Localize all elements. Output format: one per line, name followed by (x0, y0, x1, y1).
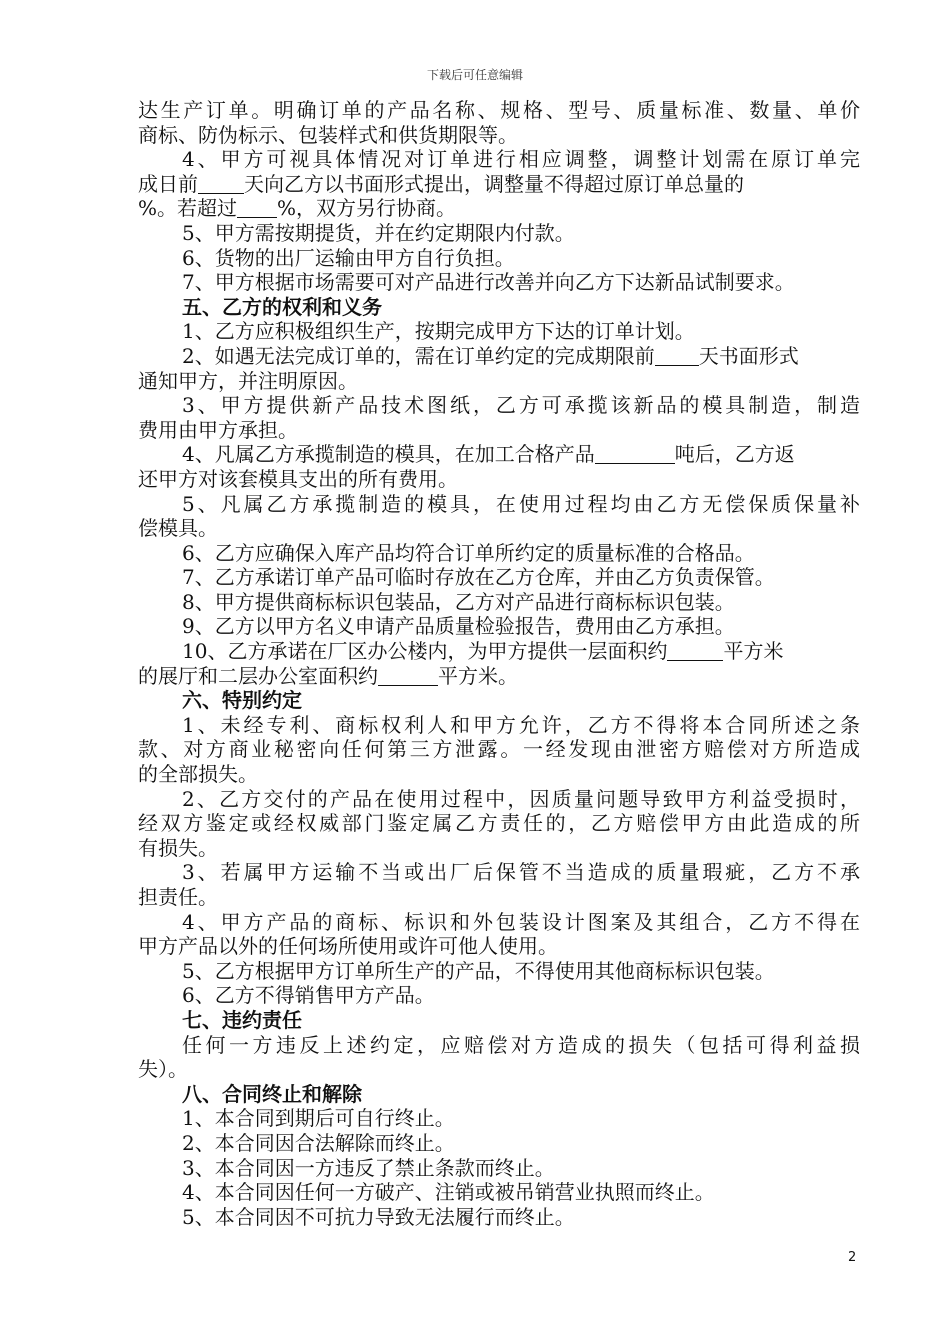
section-heading (138, 1008, 860, 1033)
text-segment: 2、如遇无法完成订单的，需在订单约定的完成期限前 (182, 343, 655, 368)
text-segment: 7、乙方承诺订单产品可临时存放在乙方仓库，并由乙方负责保管。 (182, 565, 775, 590)
paragraph-line (138, 934, 860, 959)
text-segment: 5、甲方需按期提货，并在约定期限内付款。 (182, 220, 575, 245)
text-segment: 5、乙方根据甲方订单所生产的产品，不得使用其他商标标识包装。 (182, 958, 775, 983)
fill-in-blank[interactable] (667, 642, 723, 661)
text-segment: 4、本合同因任何一方破产、注销或被吊销营业执照而终止。 (182, 1180, 715, 1205)
paragraph-line (138, 221, 860, 246)
text-segment: 费用由甲方承担。 (138, 417, 298, 442)
text-segment: 3、若属甲方运输不当或出厂后保管不当造成的质量瑕疵，乙方不承 (182, 860, 860, 885)
paragraph-line (138, 418, 860, 443)
text-segment: 吨后，乙方返 (674, 442, 795, 467)
fill-in-blank[interactable] (198, 175, 244, 194)
paragraph-line (138, 664, 860, 689)
paragraph-line (138, 590, 860, 615)
text-segment: 经双方鉴定或经权威部门鉴定属乙方责任的，乙方赔偿甲方由此造成的所 (138, 811, 860, 836)
paragraph-line (138, 1057, 860, 1082)
text-segment: 1、本合同到期后可自行终止。 (182, 1106, 455, 1131)
text-segment: 1、乙方应积极组织生产，按期完成甲方下达的订单计划。 (182, 319, 695, 344)
paragraph-line (138, 172, 860, 197)
paragraph-line (138, 516, 860, 541)
paragraph-line (138, 565, 860, 590)
paragraph-line (138, 541, 860, 566)
text-segment: 款、对方商业秘密向任何第三方泄露。一经发现由泄密方赔偿对方所造成 (138, 737, 860, 762)
paragraph-line (138, 983, 860, 1008)
paragraph-line (138, 1180, 860, 1205)
text-segment: 3、甲方提供新产品技术图纸，乙方可承揽该新品的模具制造，制造 (182, 393, 860, 418)
paragraph-line (138, 885, 860, 910)
text-segment: 的展厅和二层办公室面积约 (138, 663, 378, 688)
paragraph-line (138, 123, 860, 148)
text-segment: %，双方另行协商。 (277, 196, 457, 221)
paragraph-line (138, 246, 860, 271)
text-segment: 五、乙方的权利和义务 (182, 294, 382, 319)
text-segment: 2、本合同因合法解除而终止。 (182, 1130, 455, 1155)
text-segment: 6、货物的出厂运输由甲方自行负担。 (182, 245, 515, 270)
text-segment: 任何一方违反上述约定，应赔偿对方造成的损失（包括可得利益损 (182, 1032, 860, 1057)
paragraph-line (138, 762, 860, 787)
section-heading (138, 1082, 860, 1107)
paragraph-line (138, 811, 860, 836)
paragraph-line (138, 614, 860, 639)
text-segment: 通知甲方，并注明原因。 (138, 368, 358, 393)
text-segment: 5、本合同因不可抗力导致无法履行而终止。 (182, 1204, 575, 1229)
text-segment: 6、乙方不得销售甲方产品。 (182, 983, 435, 1008)
text-segment: 4、凡属乙方承揽制造的模具，在加工合格产品 (182, 442, 595, 467)
text-segment: 9、乙方以甲方名义申请产品质量检验报告，费用由乙方承担。 (182, 614, 735, 639)
paragraph-line (138, 319, 860, 344)
paragraph-line (138, 1156, 860, 1181)
paragraph-line (138, 959, 860, 984)
document-body (138, 98, 860, 1229)
text-segment: 失）。 (138, 1057, 188, 1082)
paragraph-line (138, 467, 860, 492)
text-segment: 天向乙方以书面形式提出，调整量不得超过原订单总量的 (244, 171, 744, 196)
text-segment: 4、甲方产品的商标、标识和外包装设计图案及其组合，乙方不得在 (182, 909, 860, 934)
text-segment: 的全部损失。 (138, 762, 258, 787)
text-segment: 担责任。 (138, 885, 218, 909)
section-heading (138, 295, 860, 320)
page-number: 2 (848, 1250, 857, 1265)
paragraph-line (138, 836, 860, 861)
text-segment: 有损失。 (138, 835, 218, 860)
paragraph-line (138, 1205, 860, 1230)
text-segment: 7、甲方根据市场需要可对产品进行改善并向乙方下达新品试制要求。 (182, 270, 795, 295)
paragraph-line (138, 1106, 860, 1131)
text-segment: 八、合同终止和解除 (182, 1081, 362, 1106)
text-segment: 达生产订单。明确订单的产品名称、规格、型号、质量标准、数量、单价 (138, 98, 860, 122)
text-segment: 8、甲方提供商标标识包装品，乙方对产品进行商标标识包装。 (182, 589, 735, 614)
text-segment: 甲方产品以外的任何场所使用或许可他人使用。 (138, 934, 558, 959)
page-header: 下载后可任意编辑 (426, 68, 523, 82)
text-segment: 2、乙方交付的产品在使用过程中，因质量问题导致甲方利益受损时， (182, 786, 860, 811)
paragraph-line (138, 492, 860, 517)
text-segment: 成日前 (138, 171, 198, 196)
text-segment: %。若超过 (138, 196, 238, 221)
text-segment: 4、甲方可视具体情况对订单进行相应调整，调整计划需在原订单完 (182, 147, 860, 172)
fill-in-blank[interactable] (237, 199, 277, 218)
paragraph-line (138, 98, 860, 123)
paragraph-line (138, 860, 860, 885)
text-segment: 天书面形式 (698, 343, 799, 368)
text-segment: 平方米 (723, 639, 784, 664)
fill-in-blank[interactable] (378, 667, 438, 686)
fill-in-blank[interactable] (595, 445, 675, 464)
text-segment: 还甲方对该套模具支出的所有费用。 (138, 466, 458, 491)
text-segment: 6、乙方应确保入库产品均符合订单所约定的质量标准的合格品。 (182, 540, 755, 565)
text-segment: 七、违约责任 (182, 1007, 302, 1032)
paragraph-line (138, 344, 860, 369)
paragraph-line (138, 737, 860, 762)
text-segment: 10、乙方承诺在厂区办公楼内，为甲方提供一层面积约 (182, 639, 668, 664)
text-segment: 偿模具。 (138, 516, 218, 541)
fill-in-blank[interactable] (655, 347, 699, 366)
paragraph-line (138, 713, 860, 738)
text-segment: 六、特别约定 (182, 688, 302, 713)
paragraph-line (138, 196, 860, 221)
paragraph-line (138, 639, 860, 664)
text-segment: 3、本合同因一方违反了禁止条款而终止。 (182, 1155, 555, 1180)
paragraph-line (138, 1131, 860, 1156)
text-segment: 1、未经专利、商标权利人和甲方允许，乙方不得将本合同所述之条 (182, 712, 860, 737)
paragraph-line (138, 910, 860, 935)
section-heading (138, 688, 860, 713)
text-segment: 平方米。 (438, 663, 518, 688)
paragraph-line (138, 369, 860, 394)
paragraph-line (138, 270, 860, 295)
text-segment: 商标、防伪标示、包装样式和供货期限等。 (138, 122, 518, 147)
text-segment: 5、凡属乙方承揽制造的模具，在使用过程均由乙方无偿保质保量补 (182, 491, 860, 516)
paragraph-line (138, 393, 860, 418)
paragraph-line (138, 1033, 860, 1058)
paragraph-line (138, 787, 860, 812)
paragraph-line (138, 442, 860, 467)
paragraph-line (138, 147, 860, 172)
